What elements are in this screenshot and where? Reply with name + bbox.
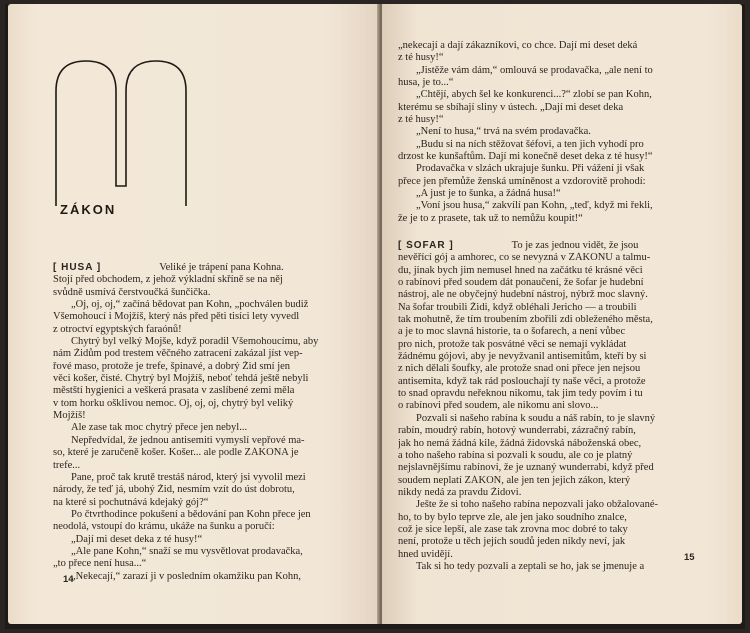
line-text: neodolá, vstoupí do krámu, ukáže na šunku a poručí: <box>53 521 275 533</box>
line-text: že je to z prasete, tak už to nemůžu koupit!“ <box>398 212 583 224</box>
line-text: Ješte že si toho našeho rabína nepozvali jako obžalované- <box>416 499 658 511</box>
text-line <box>53 410 348 422</box>
line-text: hned uvidějí. <box>398 548 453 560</box>
right-page-text-bottom <box>398 240 708 573</box>
line-text: v tom horku ošklivou nemoc. Oj, oj, oj, chytrý byl veliký <box>53 397 294 409</box>
text-line <box>53 472 348 484</box>
text-line <box>53 521 348 533</box>
text-line <box>398 40 708 52</box>
line-text: antisemita, když tak rád poslouchají ty naše věci, a protože <box>398 375 646 387</box>
text-line <box>53 299 348 311</box>
left-page <box>8 4 380 624</box>
line-text: Všemohoucí i Mojžíš, který nás před pěti tisíci lety vyvedl <box>53 311 300 323</box>
text-line <box>398 52 708 64</box>
line-text: so, které je zaručeně košer. Košer... ale podle ZÁKONA je <box>53 447 299 459</box>
text-line <box>53 287 348 299</box>
line-text: husa, je to...“ <box>398 77 454 89</box>
line-text: není, protože u těch jejích soudů jeden nikdy neví, jak <box>398 536 626 548</box>
text-line <box>53 534 348 546</box>
line-text: „Voní jsou husa,“ zakvílí pan Kohn, „teď, když mi řekli, <box>416 200 653 212</box>
section-heading: [ HUSA ] <box>53 262 102 273</box>
line-text: nikdy nedá za pravdu Židovi. <box>398 486 522 498</box>
line-text: „Dají mi deset deka z té husy!“ <box>71 533 203 545</box>
text-line <box>398 363 708 375</box>
line-text: Stojí před obchodem, z jehož výkladní skříně se na něj <box>53 274 283 286</box>
text-line <box>53 571 348 583</box>
line-text: přece jen přemůže ženská umíněnost a vzdorovitě prohodí: <box>398 175 646 187</box>
text-line <box>398 213 708 225</box>
page-number-left: 14 <box>63 574 74 585</box>
line-text: svůdně usmívá čerstvoučká šunčička. <box>53 286 211 298</box>
line-text: du, jinak bych jim nemusel hned na začátku té krásné věci <box>398 264 643 276</box>
line-text: Veliké je trápení pana Kohna. <box>159 262 284 273</box>
text-line <box>398 425 708 437</box>
line-text: trefe... <box>53 459 81 471</box>
text-line <box>398 65 708 77</box>
text-line <box>53 274 348 286</box>
line-text: Po čtvrthodince pokušení a bědování pan Kohn přece jen <box>71 508 311 520</box>
text-line <box>398 536 708 548</box>
line-text: nejslavnějšímu rabínovi, že je uznaný wunderrabi, když před <box>398 462 654 474</box>
line-text: „Nekecají,“ zarazí ji v posledním okamžiku pan Kohn, <box>71 570 302 582</box>
line-text: nástroj, ale ne obyčejný hudební nástroj, nýbrž moc slavný. <box>398 289 648 301</box>
text-line <box>53 558 348 570</box>
text-line <box>398 176 708 188</box>
text-line <box>53 509 348 521</box>
text-line <box>398 102 708 114</box>
line-text: tak mohutně, že tím troubením zbořili zdi obleženého města, <box>398 314 653 326</box>
line-text: „Oj, oj, oj,“ začíná bědovat pan Kohn, „pochválen budiž <box>71 299 309 311</box>
line-text: „Není to husa,“ trvá na svém prodavačka. <box>416 126 591 138</box>
text-line <box>398 114 708 126</box>
line-text: soudem neplatí ZÁKON, ale jen ten jejich zákon, který <box>398 474 631 486</box>
text-line <box>398 450 708 462</box>
text-line <box>398 126 708 138</box>
line-text: z otroctví egyptských faraónů! <box>53 323 182 335</box>
line-text: na které si pochutnává kdejaký gój?“ <box>53 496 209 508</box>
line-text: To je zas jednou vidět, že jsou <box>511 240 639 251</box>
decorative-initial-m <box>46 56 216 216</box>
text-line <box>398 462 708 474</box>
text-line <box>398 524 708 536</box>
text-line <box>53 422 348 434</box>
line-text: žádnému gójovi, aby je nevyžvanil antisemitům, kteří by si <box>398 351 647 363</box>
line-text: rabín, moudrý rabín, hotový wunderrabi, zázračný rabín, <box>398 425 636 437</box>
text-line <box>398 163 708 175</box>
line-text: Mojžíš! <box>53 410 86 422</box>
text-line <box>398 376 708 388</box>
line-text: Chytrý byl velký Mojše, když poradil Všemohoucímu, aby <box>71 336 319 348</box>
text-line <box>53 398 348 410</box>
text-line <box>53 484 348 496</box>
text-line <box>53 311 348 323</box>
line-text: z té husy!“ <box>398 114 444 126</box>
text-line <box>398 240 708 252</box>
line-text: Pozvali si našeho rabína k soudu a náš rabín, to je slavný <box>416 412 656 424</box>
line-text: řové maso, protože je trefe, špinavé, a dobrý Žid smí jen <box>53 360 291 372</box>
line-text: pro nich, protože tak posvátné věci se nemají vykládat <box>398 338 627 350</box>
line-text: z nich dělali šoufky, ale protože snad oni přece jen nejsou <box>398 363 641 375</box>
line-text: a je to moc slavná historie, ta o šofarech, a není vůbec <box>398 326 626 338</box>
text-line <box>398 265 708 277</box>
line-text: z té husy!“ <box>398 52 444 64</box>
text-line <box>398 139 708 151</box>
text-line <box>398 277 708 289</box>
line-text: kterému se sbíhají sliny v ústech. „Dají mi deset deka <box>398 101 624 113</box>
text-line <box>53 373 348 385</box>
right-page <box>382 4 742 624</box>
line-text: nevěřící gój a amhorec, co se nevyzná v ZÁKONU a talmu- <box>398 252 651 264</box>
text-line <box>398 413 708 425</box>
text-line <box>398 438 708 450</box>
line-text: „to přece není husa...“ <box>53 558 147 570</box>
text-line <box>53 336 348 348</box>
line-text: drzost ke kunšaftům. Dají mi konečně deset deka z té husy!“ <box>398 151 653 163</box>
line-text: Nepředvídal, že jednou antisemiti vymyslí vepřové ma- <box>71 434 305 446</box>
line-text: o rabínovi před soudem, ale nikomu ani slovo... <box>398 400 599 412</box>
text-line <box>53 447 348 459</box>
line-text: Prodavačka v slzách ukrajuje šunku. Při vážení ji však <box>416 163 645 175</box>
text-line <box>53 435 348 447</box>
line-text: Pane, proč tak krutě trestáš národ, který jsi vyvolil mezi <box>71 471 306 483</box>
line-text: Ale zase tak moc chytrý přece jen nebyl... <box>71 422 248 434</box>
right-page-text-top <box>398 40 708 225</box>
line-text: městští hygienici a veškerá prasata v zaslíbené zemi měla <box>53 385 295 397</box>
text-line <box>398 326 708 338</box>
text-line <box>398 339 708 351</box>
line-text: ho, to by bylo teprve zle, ale jen jako soudního znalce, <box>398 511 627 523</box>
line-text: což je sice lepší, ale zase tak zrovna moc dobré to taky <box>398 523 628 535</box>
line-text: o rabínovi před soudem dát ponaučení, že šofar je hudební <box>398 277 644 289</box>
line-text: a toho našeho rabína si pozvali k soudu, ale co je platný <box>398 449 633 461</box>
text-line <box>53 348 348 360</box>
line-text: věci košer, čisté. Chytrý byl Mojžíš, neboť tehdá ještě nebyli <box>53 373 309 385</box>
text-line <box>53 262 348 274</box>
text-line <box>398 89 708 101</box>
line-text: Tak si ho tedy pozvali a zeptali se ho, jak se jmenuje a <box>416 560 645 572</box>
text-line <box>53 361 348 373</box>
text-line <box>398 487 708 499</box>
line-text: „Ale pane Kohn,“ snaží se mu vysvětlovat prodavačka, <box>71 545 303 557</box>
text-line <box>398 188 708 200</box>
line-text: národy, že teď já, ubohý Žid, nesmím vzít do úst dobrotu, <box>53 484 295 496</box>
line-text: „A just je to šunka, a žádná husa!“ <box>416 188 561 200</box>
text-line <box>398 151 708 163</box>
line-text: Na šofar troubili Židi, když obléhali Jericho — a troubili <box>398 301 637 313</box>
text-line <box>398 252 708 264</box>
text-line <box>398 400 708 412</box>
text-line <box>398 475 708 487</box>
section-heading: [ ŠOFAR ] <box>398 240 454 251</box>
line-text: jak ho nemá žádná kile, žádná židovská náboženská obec, <box>398 437 642 449</box>
text-line <box>398 314 708 326</box>
line-text: „nekecají a dají zákazníkovi, co chce. Dají mi deset deká <box>398 40 638 51</box>
text-line <box>398 302 708 314</box>
line-text: „Chtějí, abych šel ke konkurenci...?“ zlobí se pan Kohn, <box>416 89 652 101</box>
line-text: to snad opravdu neřeknou nikomu, tak jim tedy povím i tu <box>398 388 643 400</box>
text-line <box>398 351 708 363</box>
text-line <box>53 497 348 509</box>
text-line <box>398 200 708 212</box>
line-text: „Jistěže vám dám,“ omlouvá se prodavačka, „ale není to <box>416 64 653 76</box>
page-number-right: 15 <box>684 552 695 563</box>
line-text: „Budu si na ních stěžovat šéfovi, a ten jich vyhodí pro <box>416 138 644 150</box>
left-page-text <box>53 262 348 583</box>
text-line <box>53 324 348 336</box>
text-line <box>398 388 708 400</box>
open-book <box>5 4 745 629</box>
text-line <box>53 385 348 397</box>
text-line <box>398 549 708 561</box>
text-line <box>398 77 708 89</box>
text-line <box>53 546 348 558</box>
line-text: nám Židům pod trestem věčného zatracení zakázal jíst vep- <box>53 348 303 360</box>
chapter-title: ZÁKON <box>60 202 117 217</box>
text-line <box>53 460 348 472</box>
text-line <box>398 512 708 524</box>
text-line <box>398 289 708 301</box>
text-line <box>398 561 708 573</box>
text-line <box>398 499 708 511</box>
